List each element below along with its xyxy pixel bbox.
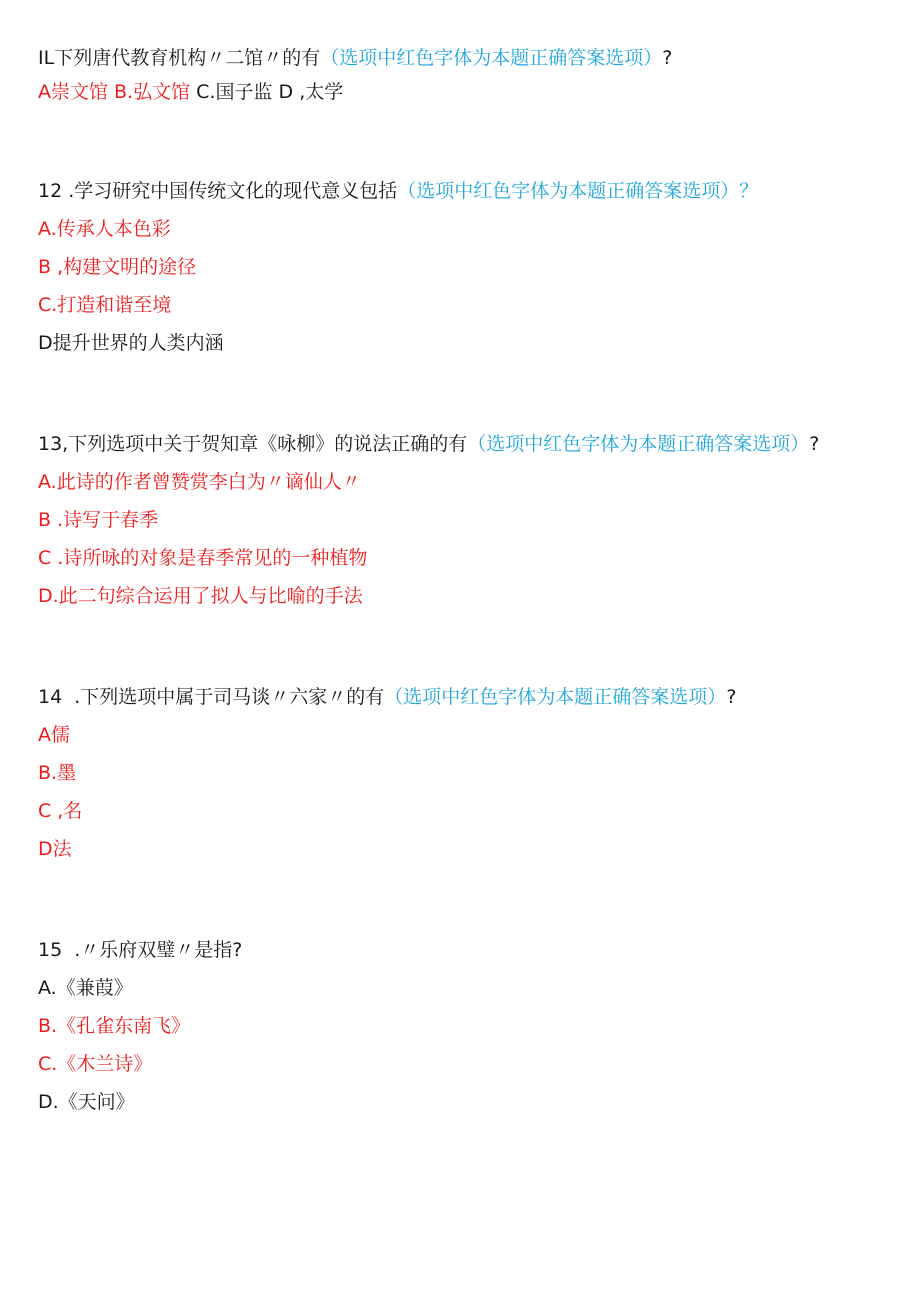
question-14-end: ? <box>726 686 737 708</box>
option-12-d[interactable]: D提升世界的人类内涵 <box>38 332 224 354</box>
option-15-b[interactable]: B.《孔雀东南飞》 <box>38 1015 191 1037</box>
option-14-c[interactable]: C ,名 <box>38 800 83 822</box>
question-13-hint: （选项中红色字体为本题正确答案选项） <box>467 433 810 455</box>
option-13-b[interactable]: B .诗写于春季 <box>38 509 159 531</box>
question-14-hint: （选项中红色字体为本题正确答案选项） <box>384 686 727 708</box>
question-14-text: 14 .下列选项中属于司马谈〃六家〃的有 <box>38 686 385 708</box>
option-14-d[interactable]: D法 <box>38 838 72 860</box>
question-11 <box>38 46 672 70</box>
question-12 <box>38 179 758 203</box>
option-15-d[interactable]: D.《天问》 <box>38 1091 135 1113</box>
option-12-a[interactable]: A.传承人本色彩 <box>38 218 171 240</box>
question-11-text: IL下列唐代教育机构〃二馆〃的有 <box>38 47 321 69</box>
option-11-d[interactable]: D ,太学 <box>278 81 344 103</box>
question-13-text: 13,下列选项中关于贺知章《咏柳》的说法正确的有 <box>38 433 468 455</box>
question-15-text: 15 .〃乐府双璧〃是指? <box>38 939 243 961</box>
option-13-c[interactable]: C .诗所咏的对象是春季常见的一种植物 <box>38 547 368 569</box>
question-13-end: ? <box>809 433 820 455</box>
option-11-c[interactable]: C.国子监 <box>196 81 273 103</box>
option-11-b[interactable]: B.弘文馆 <box>114 81 191 103</box>
option-11-a[interactable]: A崇文馆 <box>38 81 108 103</box>
question-11-end: ? <box>662 47 673 69</box>
question-12-text: 12 .学习研究中国传统文化的现代意义包括 <box>38 180 398 202</box>
option-12-c[interactable]: C.打造和谐至境 <box>38 294 172 316</box>
question-12-hint: （选项中红色字体为本题正确答案选项）？ <box>397 180 759 202</box>
question-14 <box>38 685 736 709</box>
option-13-d[interactable]: D.此二句综合运用了拟人与比喻的手法 <box>38 585 363 607</box>
option-13-a[interactable]: A.此诗的作者曾赞赏李白为〃谪仙人〃 <box>38 471 361 493</box>
question-11-options <box>38 80 343 104</box>
question-11-hint: （选项中红色字体为本题正确答案选项） <box>320 47 663 69</box>
option-12-b[interactable]: B ,构建文明的途径 <box>38 256 197 278</box>
question-13 <box>38 432 819 456</box>
option-14-a[interactable]: A儒 <box>38 724 70 746</box>
option-15-a[interactable]: A.《兼葭》 <box>38 977 133 999</box>
option-14-b[interactable]: B.墨 <box>38 762 77 784</box>
option-15-c[interactable]: C.《木兰诗》 <box>38 1053 153 1075</box>
